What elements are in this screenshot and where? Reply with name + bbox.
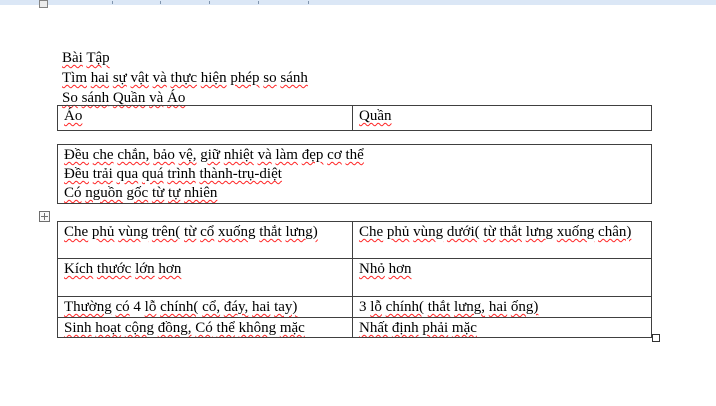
heading-bai-tap[interactable]: Bài Tập — [62, 50, 110, 66]
ruler-tick — [308, 1, 309, 4]
table-row — [58, 318, 652, 338]
move-handle-cross — [44, 213, 45, 220]
similarities-cell[interactable] — [58, 145, 652, 204]
diff-r1-quan[interactable]: Che phủ vùng dưới( từ thắt lưng xuống chân) — [353, 222, 652, 259]
ruler-tick — [209, 1, 210, 4]
diff-r4-quan[interactable]: Nhất định phải mặc — [353, 318, 652, 338]
heading-tim-hai[interactable]: Tìm hai sự vật và thực hiện phép so sánh — [62, 70, 308, 86]
similarity-line-2[interactable]: Đều trải qua quá trình thành-trụ-diệt — [64, 166, 282, 182]
table-move-handle-icon[interactable] — [39, 211, 50, 222]
ruler-tick — [112, 1, 113, 4]
diff-r2-quan[interactable]: Nhỏ hơn — [353, 259, 652, 297]
diff-r1-ao[interactable]: Che phủ vùng trên( từ cổ xuống thắt lưng) — [58, 222, 353, 259]
diff-r2-ao[interactable]: Kích thước lớn hơn — [58, 259, 353, 297]
title-cell-quan[interactable]: Quần — [353, 106, 652, 131]
differences-table — [57, 221, 652, 338]
table-row — [58, 259, 652, 297]
diff-r3-quan[interactable]: 3 lỗ chính( thắt lưng, hai ống) — [353, 297, 652, 318]
title-cell-ao[interactable]: Áo — [58, 106, 353, 131]
ruler-strip[interactable] — [0, 0, 716, 5]
table-row — [58, 222, 652, 259]
similarity-line-3[interactable]: Có nguồn gốc từ tự nhiên — [64, 185, 218, 201]
title-table — [57, 105, 652, 131]
similarity-line-1[interactable]: Đều che chắn, bảo vệ, giữ nhiệt và làm đẹp cơ thể — [64, 147, 364, 163]
table-resize-handle[interactable] — [652, 334, 660, 342]
ruler-tick — [258, 1, 259, 4]
table-row — [58, 106, 652, 131]
table-row — [58, 145, 652, 204]
diff-r4-ao[interactable]: Sinh hoạt cộng đồng, Có thể không mặc — [58, 318, 353, 338]
heading-so-sanh[interactable]: So sánh Quần và Áo — [62, 90, 186, 106]
table-row — [58, 297, 652, 318]
similarities-table — [57, 144, 652, 204]
diff-r3-ao[interactable]: Thường có 4 lỗ chính( cổ, đáy, hai tay) — [58, 297, 353, 318]
ruler-indent-marker[interactable] — [39, 0, 48, 8]
ruler-tick — [160, 1, 161, 4]
